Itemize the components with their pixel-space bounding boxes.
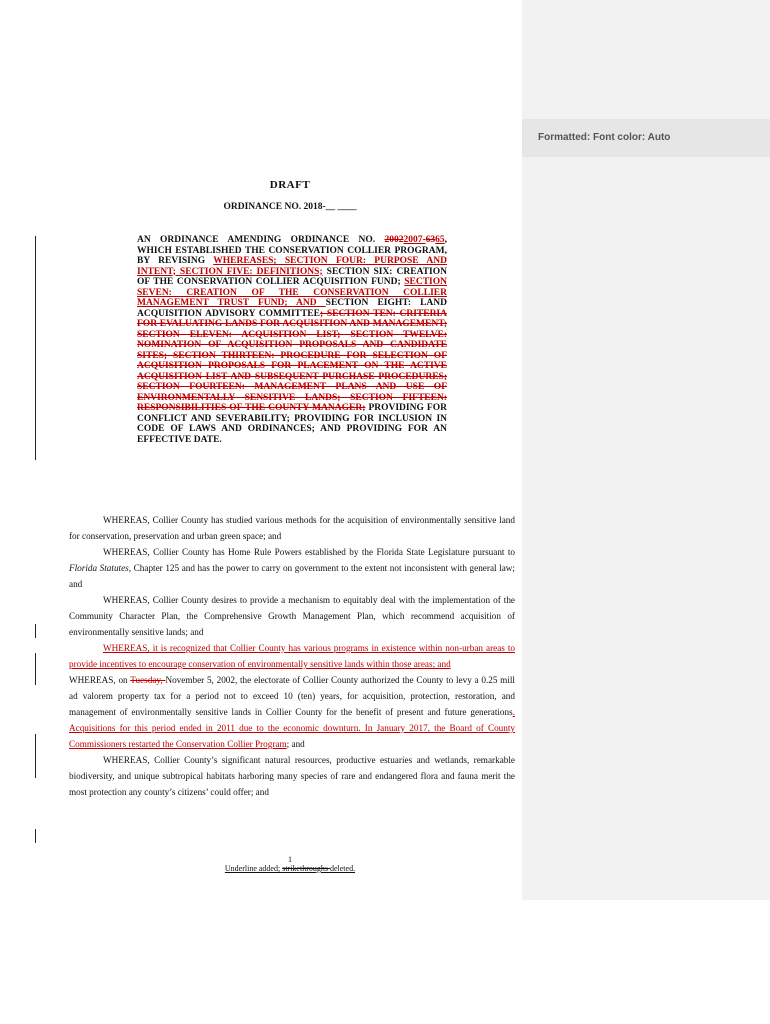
whereas-paragraph: WHEREAS, Collier County has studied various methods for the acquisition of environmentally sensitive land for conservation, preservation and urban green space; and [69,515,515,541]
whereas-paragraph: WHEREAS, on Tuesday, November 5, 2002, the electorate of Collier County authorized the County to levy a 0.25 mill ad valorem property tax for a period not to exceed 10 (ten) years, for acquisition, protection, restoration, and management of environmentally sensitive lands in Collier County for the benefit of present and future generations. Acquisitions for this period ended in 2011 due to the economic downturn. In January 2017, the Board of County Commissioners restarted the Conservation Collier Program; and [69,675,515,749]
whereas-paragraph: WHEREAS, Collier County desires to provide a mechanism to equitably deal with the implementation of the Community Character Plan, the Comprehensive Growth Management Plan, which recommend acquisition of environmentally sensitive lands; and [69,595,515,637]
whereas-paragraph: WHEREAS, Collier County’s significant natural resources, productive estuaries and wetlands, remarkable biodiversity, and unique subtropical habitats harboring many species of rare and endangered flora and fauna merit the most protection any county’s citizens’ could offer; and [69,755,515,797]
ordinance-number: ORDINANCE NO. 2018-__ ____ [223,202,357,212]
change-bar [35,236,36,460]
change-bar [35,734,36,778]
whereas-paragraph-inserted: WHEREAS, it is recognized that Collier County has various programs in existence within non-urban areas to provide incentives to encourage conservation of environmentally sensitive lands within those areas; and [69,643,515,669]
comment-formatted-label[interactable]: Formatted: Font color: Auto [522,119,770,157]
draft-label: DRAFT [269,179,311,191]
whereas-paragraph: WHEREAS, Collier County has Home Rule Powers established by the Florida State Legislature pursuant to Florida Statutes, Chapter 125 and has the power to carry on government to the extent not inconsistent with general law; and [69,547,515,589]
ordinance-body [69,512,515,800]
page-number: 1 [288,855,292,864]
change-bar [35,653,36,685]
change-bar [35,829,36,843]
change-bar [35,624,36,638]
revision-legend: Underline added; strikethroughs deleted. [224,864,356,873]
ordinance-title: AN ORDINANCE AMENDING ORDINANCE NO. 20022007-6365, WHICH ESTABLISHED THE CONSERVATION COLLIER PROGRAM, BY REVISING WHEREASES; SECTION FOUR: PURPOSE AND INTENT; SECTION FIVE: DEFINITIONS; SECTION SIX: CREATION OF THE CONSERVATION COLLIER ACQUISITION FUND; SECTION SEVEN: CREATION OF THE CONSERVATION COLLIER MANAGEMENT TRUST FUND; AND SECTION EIGHT: LAND ACQUISITION ADVISORY COMMITTEE; SECTION TEN: CRITERIA FOR EVALUATING LANDS FOR ACQUISITION AND MANAGEMENT; SECTION ELEVEN: ACQUISITION LIST; SECTION TWELVE: NOMINATION OF ACQUISITION PROPOSALS AND CANDIDATE SITES; SECTION THIRTEEN: PROCEDURE FOR SELECTION OF ACQUISITION PROPOSALS FOR PLACEMENT ON THE ACTIVE ACQUISITION LIST AND SUBSEQUENT PURCHASE PROCEDURES; SECTION FOURTEEN: MANAGEMENT PLANS AND USE OF ENVIRONMENTALLY SENSITIVE LANDS; SECTION FIFTEEN: RESPONSIBILITIES OF THE COUNTY MANAGER; PROVIDING FOR CONFLICT AND SEVERABILITY; PROVIDING FOR INCLUSION IN CODE OF LAWS AND ORDINANCES; AND PROVIDING FOR AN EFFECTIVE DATE. [137,235,448,445]
